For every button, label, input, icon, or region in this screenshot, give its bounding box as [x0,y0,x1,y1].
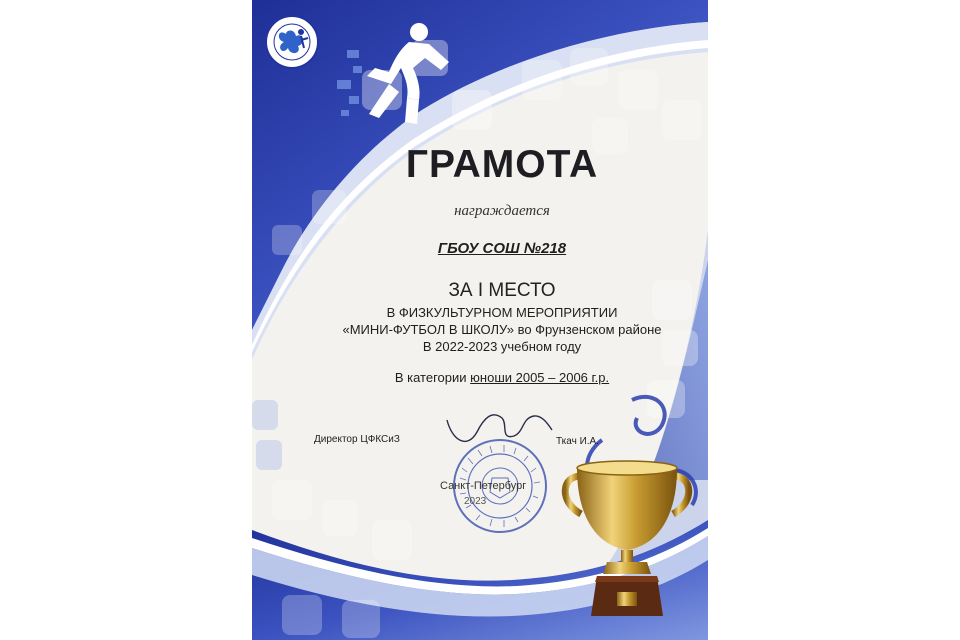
category-line [312,370,692,385]
certificate-text [252,0,708,640]
signatory-name: Ткач И.А. [556,436,600,447]
awarded-label: награждается [454,203,550,219]
certificate-title: ГРАМОТА [405,143,599,186]
category-value: юноши 2005 – 2006 г.р. [470,370,610,385]
signatory-title: Директор ЦФКСиЗ [314,434,400,445]
place-label: ЗА I МЕСТО [448,280,556,301]
description-line-1: В ФИЗКУЛЬТУРНОМ МЕРОПРИЯТИИ [386,305,618,320]
year-label: 2023 [464,496,487,507]
recipient-name: ГБОУ СОШ №218 [437,240,567,257]
certificate [252,0,708,640]
description-line-3: В 2022-2023 учебном году [422,339,582,354]
category-prefix: В категории [394,370,467,385]
description-line-2: «МИНИ-ФУТБОЛ В ШКОЛУ» во Фрунзенском районе [342,322,662,337]
city-label: Санкт-Петербург [440,480,527,492]
